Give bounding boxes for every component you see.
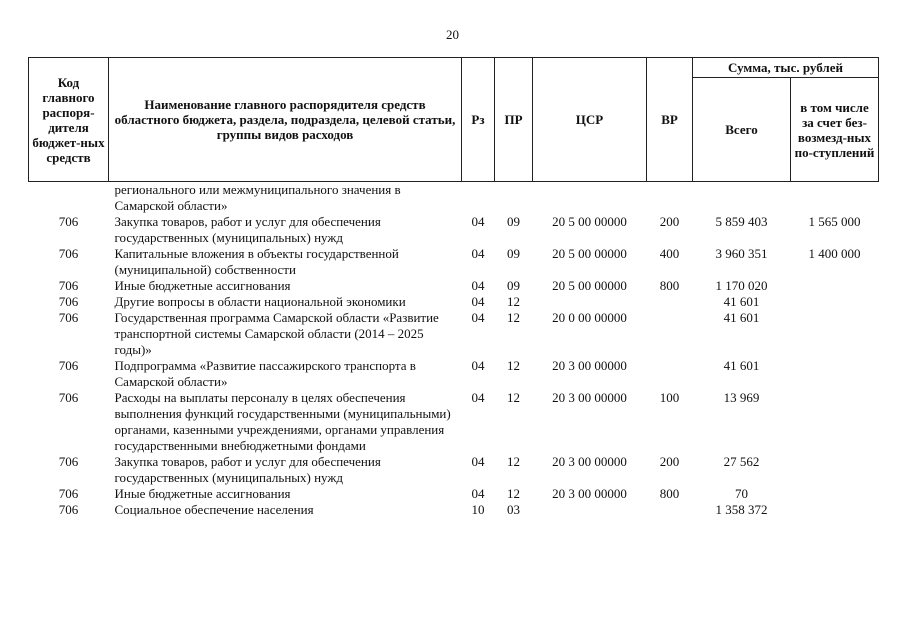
row-vr xyxy=(647,310,693,358)
row-pr: 09 xyxy=(507,214,520,229)
table-row xyxy=(29,486,879,502)
row-csr: 20 5 00 00000 xyxy=(552,246,627,261)
row-vr: 800 xyxy=(659,278,680,293)
row-rz: 04 xyxy=(471,310,485,325)
row-code: 706 xyxy=(58,278,79,293)
row-code: 706 xyxy=(58,486,79,501)
row-csr xyxy=(533,502,647,518)
row-rz: 04 xyxy=(471,214,485,229)
row-free xyxy=(791,358,879,390)
row-rz: 04 xyxy=(471,486,485,501)
header-name: Наименование главного распорядителя средств областного бюджета, раздела, подраздела, целевой статьи, группы видов расходов xyxy=(109,58,462,182)
row-name: Социальное обеспечение населения xyxy=(114,502,314,517)
header-free: в том числе за счет без-возмезд-ных по-ступлений xyxy=(791,78,879,182)
row-pr: 09 xyxy=(507,278,520,293)
row-name: Государственная программа Самарской области «Развитие транспортной системы Самарской области (2014 – 2025 годы)» xyxy=(114,310,439,357)
table-row xyxy=(29,278,879,294)
row-name: Иные бюджетные ассигнования xyxy=(114,486,291,501)
table-row xyxy=(29,310,879,358)
table-row xyxy=(29,358,879,390)
row-pr: 12 xyxy=(507,310,520,325)
continuation-text: регионального или межмуниципального значения в Самарской области» xyxy=(114,182,401,213)
row-csr: 20 3 00 00000 xyxy=(552,358,627,373)
row-free xyxy=(791,310,879,358)
row-total: 1 358 372 xyxy=(715,502,768,517)
table-row xyxy=(29,294,879,310)
row-total: 3 960 351 xyxy=(715,246,768,261)
row-pr: 12 xyxy=(507,294,520,309)
budget-table xyxy=(28,57,879,518)
row-free xyxy=(791,486,879,502)
row-free: 1 400 000 xyxy=(808,246,861,261)
row-free xyxy=(791,454,879,486)
header-rz: Рз xyxy=(462,58,495,182)
row-pr: 09 xyxy=(507,246,520,261)
row-total: 41 601 xyxy=(723,358,760,373)
row-rz: 10 xyxy=(471,502,485,517)
row-rz: 04 xyxy=(471,294,485,309)
row-total: 27 562 xyxy=(723,454,760,469)
row-code: 706 xyxy=(58,246,79,261)
table-row xyxy=(29,214,879,246)
row-total: 1 170 020 xyxy=(715,278,768,293)
header-csr: ЦСР xyxy=(533,58,647,182)
table-row xyxy=(29,246,879,278)
header-total: Всего xyxy=(693,78,791,182)
row-total: 5 859 403 xyxy=(715,214,768,229)
row-free xyxy=(791,278,879,294)
row-vr xyxy=(647,294,693,310)
row-pr: 12 xyxy=(507,390,520,405)
header-code: Код главного распоря-дителя бюджет-ных средств xyxy=(29,58,109,182)
continuation-row xyxy=(29,182,879,215)
page-number: 20 xyxy=(446,27,459,42)
row-total: 41 601 xyxy=(723,310,760,325)
row-pr: 12 xyxy=(507,454,520,469)
row-code: 706 xyxy=(58,310,79,325)
row-vr xyxy=(647,358,693,390)
row-vr: 200 xyxy=(659,214,680,229)
row-name: Другие вопросы в области национальной экономики xyxy=(114,294,406,309)
table-row xyxy=(29,502,879,518)
row-vr: 800 xyxy=(659,486,680,501)
row-vr: 100 xyxy=(659,390,680,405)
row-free xyxy=(791,502,879,518)
row-name: Закупка товаров, работ и услуг для обеспечения государственных (муниципальных) нужд xyxy=(114,214,381,245)
row-code: 706 xyxy=(58,454,79,469)
row-name: Закупка товаров, работ и услуг для обеспечения государственных (муниципальных) нужд xyxy=(114,454,381,485)
row-code: 706 xyxy=(58,358,79,373)
row-csr: 20 5 00 00000 xyxy=(552,214,627,229)
row-free: 1 565 000 xyxy=(808,214,861,229)
row-name: Расходы на выплаты персоналу в целях обеспечения выполнения функций государственными (муниципальными) органами, казенными учреждениями, органами управления государственными внебюджетными фондами xyxy=(114,390,451,453)
row-rz: 04 xyxy=(471,454,485,469)
row-pr: 12 xyxy=(507,486,520,501)
header-vr: ВР xyxy=(647,58,693,182)
row-rz: 04 xyxy=(471,278,485,293)
table-body xyxy=(29,182,879,519)
header-pr: ПР xyxy=(495,58,533,182)
row-csr: 20 3 00 00000 xyxy=(552,486,627,501)
row-free xyxy=(791,390,879,454)
row-free xyxy=(791,294,879,310)
row-rz: 04 xyxy=(471,358,485,373)
row-total: 13 969 xyxy=(723,390,760,405)
row-csr: 20 3 00 00000 xyxy=(552,454,627,469)
row-name: Капитальные вложения в объекты государственной (муниципальной) собственности xyxy=(114,246,399,277)
row-csr: 20 0 00 00000 xyxy=(552,310,627,325)
row-total: 70 xyxy=(735,486,748,501)
table-row xyxy=(29,454,879,486)
row-pr: 03 xyxy=(507,502,520,517)
row-code: 706 xyxy=(58,390,79,405)
row-total: 41 601 xyxy=(723,294,760,309)
row-pr: 12 xyxy=(507,358,520,373)
row-csr: 20 5 00 00000 xyxy=(552,278,627,293)
row-code: 706 xyxy=(58,214,79,229)
row-csr xyxy=(533,294,647,310)
row-vr: 400 xyxy=(659,246,680,261)
row-rz: 04 xyxy=(471,246,485,261)
row-name: Иные бюджетные ассигнования xyxy=(114,278,291,293)
row-csr: 20 3 00 00000 xyxy=(552,390,627,405)
row-name: Подпрограмма «Развитие пассажирского транспорта в Самарской области» xyxy=(114,358,416,389)
header-sum: Сумма, тыс. рублей xyxy=(693,58,879,78)
row-code: 706 xyxy=(58,502,79,517)
row-vr xyxy=(647,502,693,518)
row-vr: 200 xyxy=(659,454,680,469)
table-row xyxy=(29,390,879,454)
row-code: 706 xyxy=(58,294,79,309)
row-rz: 04 xyxy=(471,390,485,405)
